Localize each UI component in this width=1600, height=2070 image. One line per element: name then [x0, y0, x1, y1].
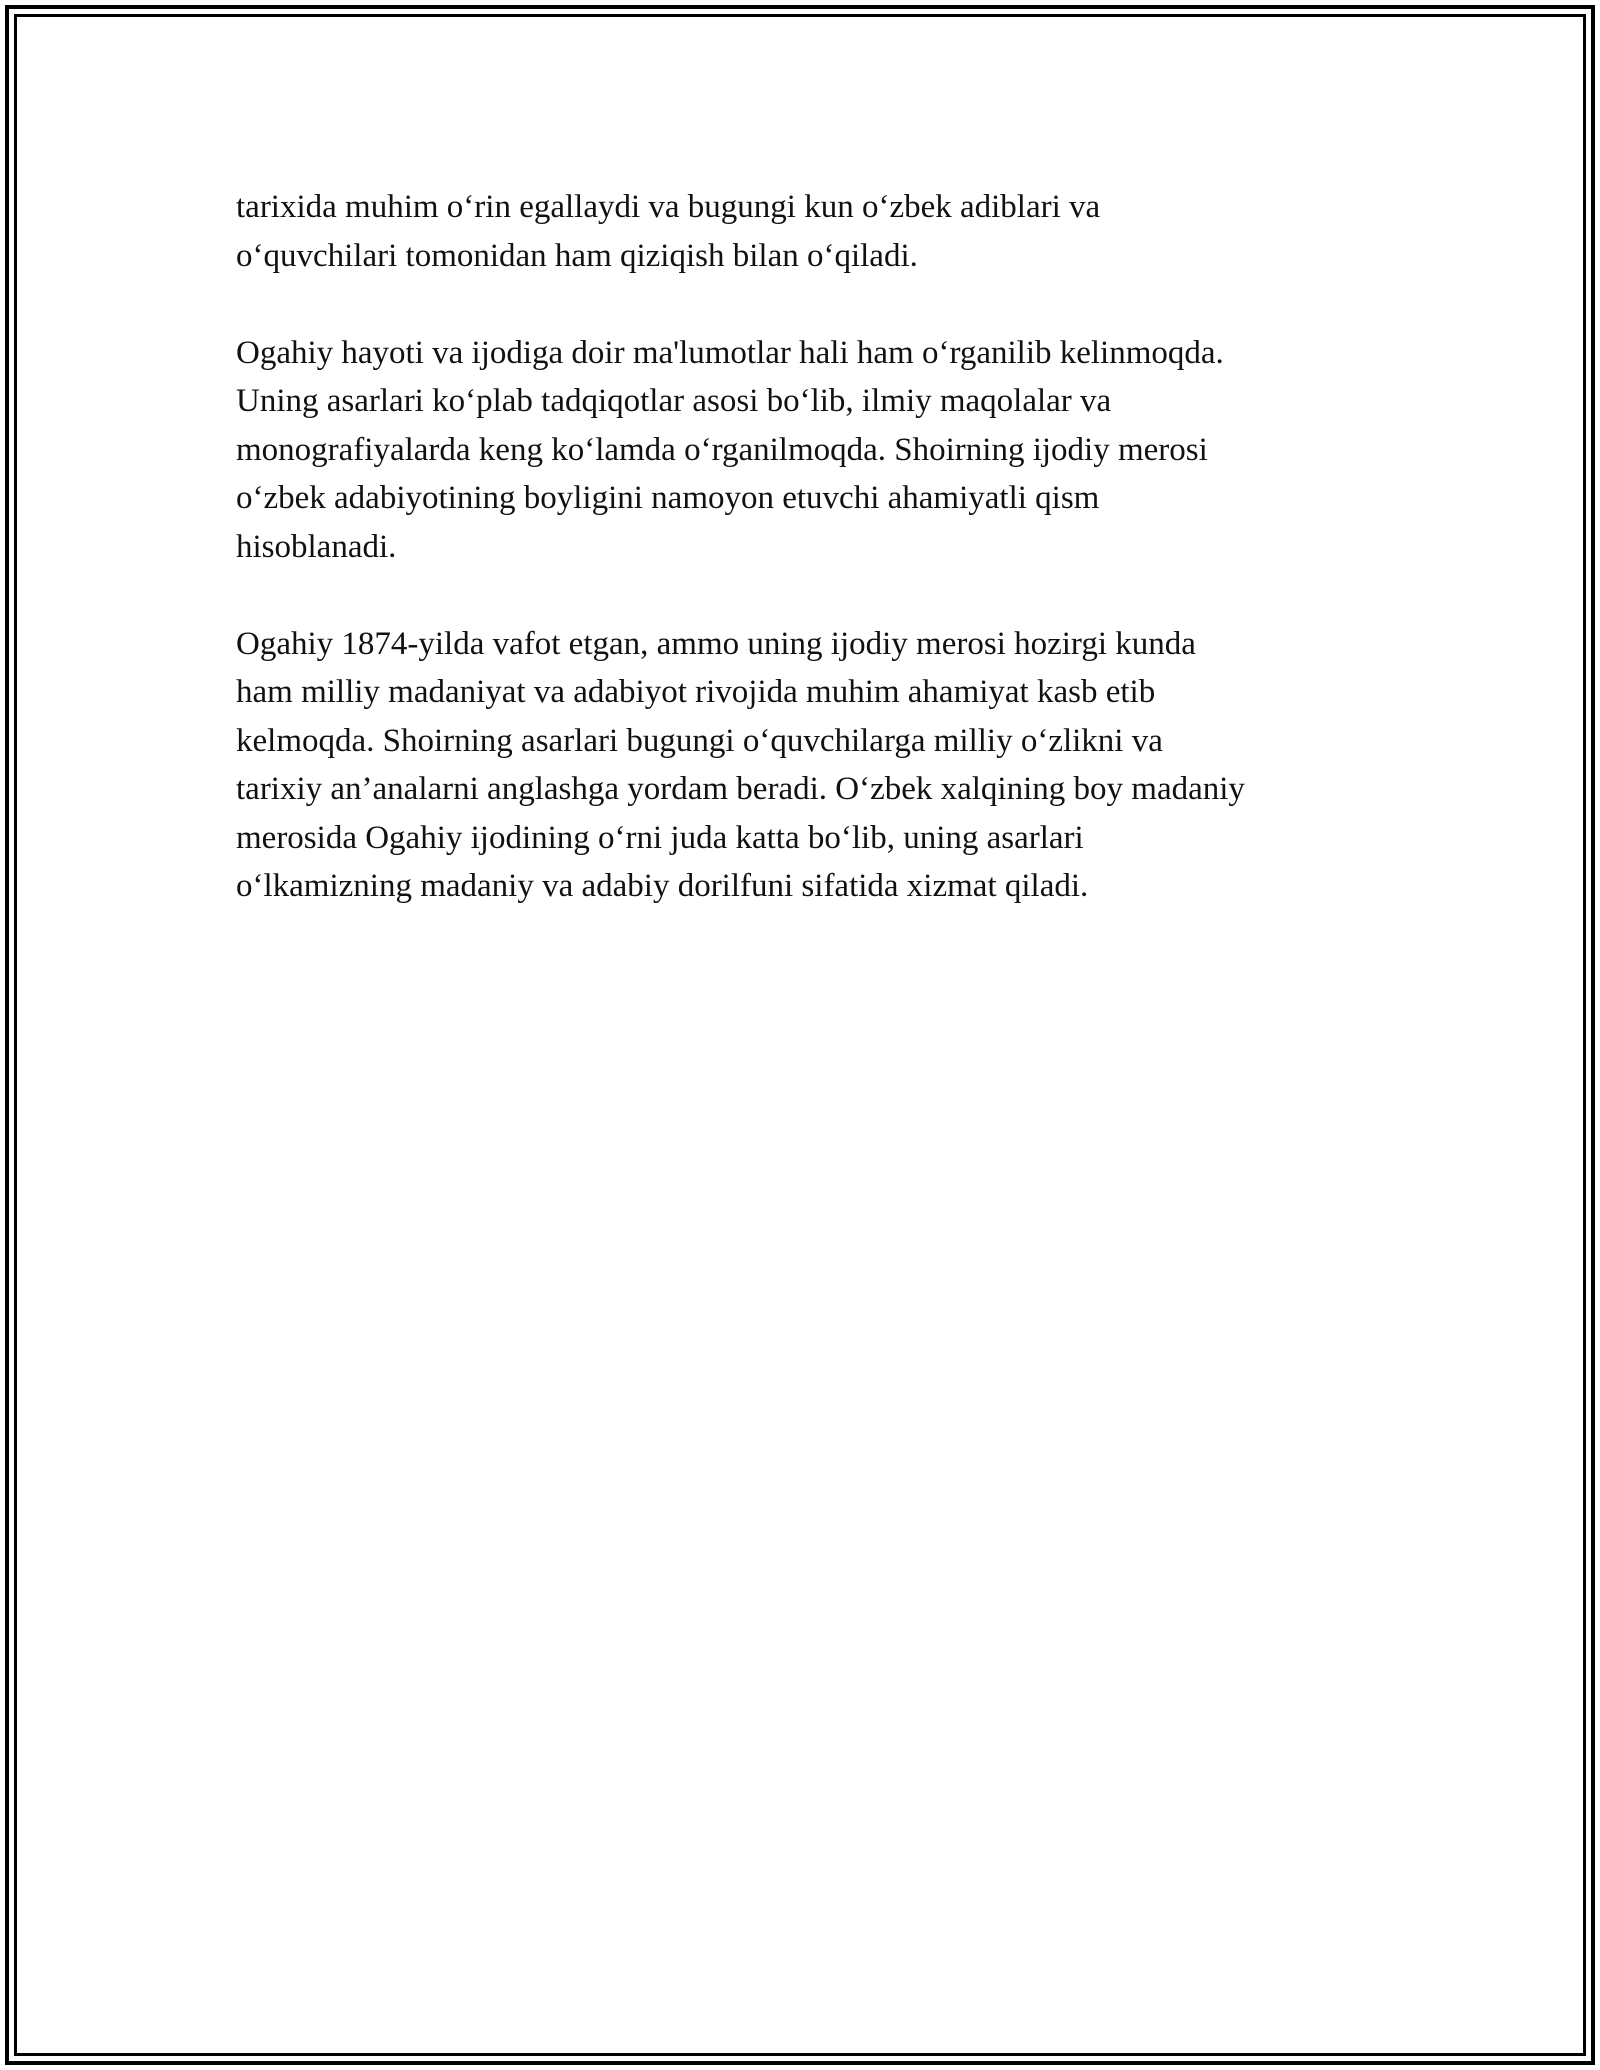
- paragraph-2: Ogahiy hayoti va ijodiga doir ma'lumotlar hali ham o‘rganilib kelinmoqda. Uning asarlari ko‘plab tadqiqotlar asosi bo‘lib, ilmiy maqolalar va monografiyalarda keng ko‘lamda o‘rganilmoqda. Shoirning ijodiy merosi o‘zbek adabiyotining boyligini namoyon etuvchi ahamiyatli qism hisoblanadi.: [236, 334, 1224, 565]
- paragraph-3: Ogahiy 1874-yilda vafot etgan, ammo uning ijodiy merosi hozirgi kunda ham milliy madaniyat va adabiyot rivojida muhim ahamiyat kasb etib kelmoqda. Shoirning asarlari bugungi o‘quvchilarga milliy o‘zlikni va tarixiy an’analarni anglashga yordam beradi. O‘zbek xalqining boy madaniy merosida Ogahiy ijodining o‘rni juda katta bo‘lib, uning asarlari o‘lkamizning madaniy va adabiy dorilfuni sifatida xizmat qiladi.: [236, 625, 1245, 904]
- paragraph-1: tarixida muhim o‘rin egallaydi va bugungi kun o‘zbek adiblari va o‘quvchilari tomonidan ham qiziqish bilan o‘qiladi.: [236, 189, 1101, 274]
- document-body: [236, 183, 1396, 959]
